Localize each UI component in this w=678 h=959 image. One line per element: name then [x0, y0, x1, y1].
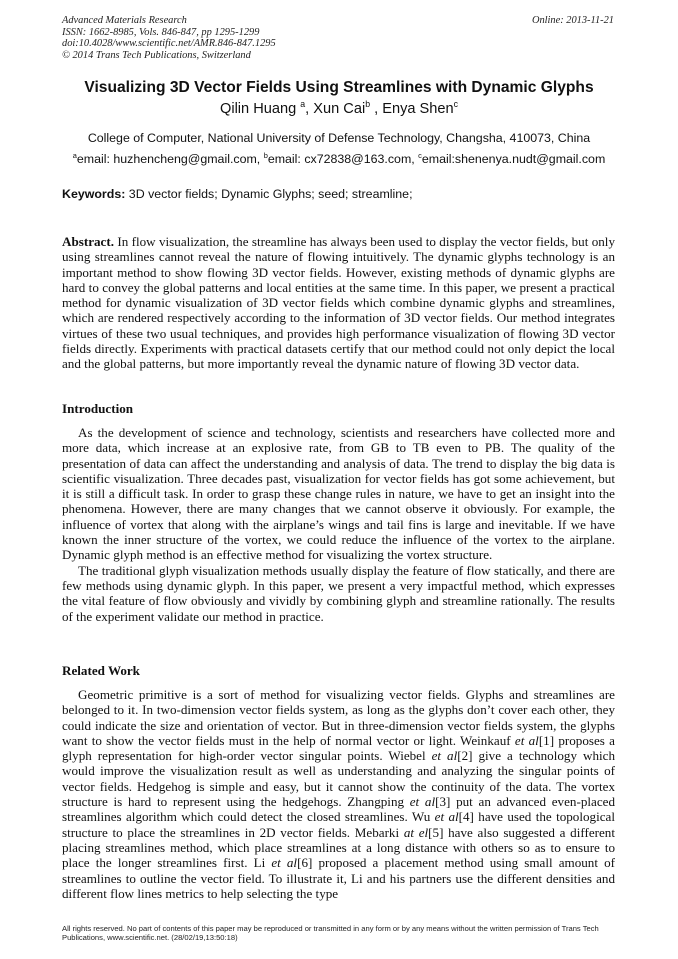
author-2: Xun Cai$^b$ ,: [313, 98, 383, 117]
text-segment: [4] have used the topological structure to place the streamlines in 2D vector fields. Mebarki: [62, 809, 615, 840]
email-c[interactable]: $^c$email:shenenya.nudt@gmail.com: [418, 150, 606, 166]
author-3: Enya Shen$^c$: [382, 98, 459, 117]
email-a[interactable]: $^a$email: huzhencheng@gmail.com,: [72, 150, 264, 166]
email-list: [0, 152, 678, 166]
section-heading-related-work: Related Work: [62, 663, 140, 678]
related-work-body: [62, 687, 615, 901]
paragraph: As the development of science and technology, scientists and researchers have collected more and more data, which increase at an explosive rate, from GB to TB even to PB. The quality of the presentation of data can affect the understanding and analysis of data. The trend to display the big data is scientific visualization. Three decades past, visualization for vector fields has got some achievement, but it is still a difficult task. In order to grasp these change rules in nature, we have to get an insight into the phenomena. However, there are many changes that we cannot observe it obviously. For example, the influence of vortex that along with the airplane’s wings and tail fins is large and inevitable. If we have known the inner structure of the vortex, we could reduce the influence of the vortex to the airplane. Dynamic glyph method is an effective method for visualizing the vortex structure.: [62, 425, 615, 563]
keywords: [62, 187, 413, 201]
text-segment: [5] have also suggested a different placing streamlines method, which place streamlines at a long distance with others so as to ensure to place the longer streamlines first. Li: [62, 824, 615, 871]
online-date: Online: 2013-11-21: [531, 15, 614, 26]
journal-header: [62, 15, 276, 61]
issn-line: ISSN: 1662-8985, Vols. 846-847, pp 1295-1299: [62, 26, 260, 38]
section-heading-introduction: Introduction: [62, 401, 134, 416]
keywords-text: 3D vector fields; Dynamic Glyphs; seed; streamline;: [125, 187, 413, 201]
text-segment: [1] proposes a glyph representation for high-order vector singular points. Wiebel: [62, 732, 615, 764]
doi-line: doi:10.4028/www.scientific.net/AMR.846-847.1295: [62, 38, 276, 50]
paragraph: [62, 687, 615, 901]
abstract: [62, 234, 615, 372]
paragraph: The traditional glyph visualization methods usually display the feature of flow statically, and there are few methods using dynamic glyph. In this paper, we present a very impactful method, which expresses the vital feature of flow obviously and vividly by combining glyph and streamline rationally. The results of the experiment validate our method in practice.: [62, 562, 615, 624]
abstract-text: In flow visualization, the streamline has always been used to display the vector fields, but only using streamlines cannot reveal the nature of flowing intuitively. The dynamic glyphs technology is an important method to show flowing 3D vector fields. However, existing methods of dynamic glyphs are hard to convey the global patterns and local entities at the same time. In this paper, we present a practical method for dynamic visualization of 3D vector fields which combine dynamic glyphs and streamlines, which are rendered respectively according to the information of 3D vector fields. Our method integrates virtues of these two usual techniques, and provides high performance visualization of flowing 3D vector fields directly. Experiments with practical datasets certify that our method could not only depict the local and the global patterns, but more importantly reveal the dynamic nature of flowing 3D vector data.: [62, 234, 615, 372]
abstract-label: Abstract.: [62, 234, 114, 249]
paper-title: Visualizing 3D Vector Fields Using Streamlines with Dynamic Glyphs: [84, 79, 594, 96]
citation-et-al: et al: [514, 732, 539, 748]
journal-name: Advanced Materials Research: [62, 15, 187, 26]
text-segment: [2] give a technology which would improve the visualization result as well as understanding and analyzing the singular points of vector fields. Hedgehog is simple and easy, but it cannot show the continuity of the data. The vortex structure is hard to represent using the hedgehogs. Zhangping: [62, 748, 615, 810]
text-segment: Geometric primitive is a sort of method for visualizing vector fields. Glyphs and streamlines are belonged to it. In two-dimension vector fields system, as long as the glyphs don’t cover each other, they could indicate the size and orientation of vector. But in three-dimension vector fields system, the glyphs want to show the vector fields must in the help of normal vector or light. Weinkauf: [62, 687, 615, 748]
text-segment: [3] put an advanced even-placed streamlines algorithm which could detect the closed streamlines. Wu: [62, 794, 615, 825]
keywords-label: Keywords:: [62, 187, 126, 201]
citation-et-al: et al: [271, 855, 298, 871]
text-segment: [6] proposed a placement method using small amount of streamlines to outline the vector field. To illustrate it, Li and his partners use the different densities and different flow lines metrics to help selecting the type: [62, 855, 615, 901]
author-list: [0, 98, 678, 117]
affiliation: College of Computer, National University of Defense Technology, Changsha, 410073, China: [87, 131, 591, 145]
copyright-line: © 2014 Trans Tech Publications, Switzerland: [62, 49, 251, 61]
citation-et-al: at el: [403, 824, 429, 840]
citation-et-al: et al: [434, 809, 459, 825]
email-b[interactable]: $^b$email: cx72838@163.com,: [263, 150, 419, 166]
introduction-body: [62, 425, 615, 624]
author-1: Qilin Huang $^a$,: [219, 98, 314, 117]
citation-et-al: et al: [409, 794, 436, 810]
copyright-footer: All rights reserved. No part of contents of this paper may be reproduced or transmitted in any form or by any means without the written permission of Trans Tech Publications, www.scientific.net. (28/02/19,13:50:18): [62, 924, 599, 942]
citation-et-al: et al: [431, 748, 458, 764]
